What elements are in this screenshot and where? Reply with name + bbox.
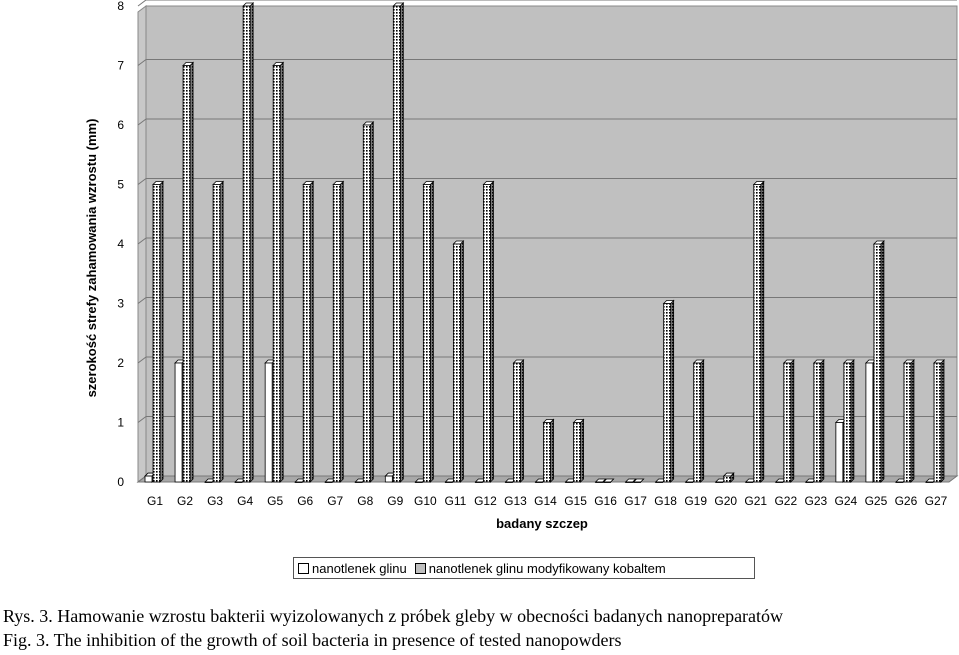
x-tick-label: G1 xyxy=(147,494,164,508)
bar-side xyxy=(250,3,253,482)
bar-G21-series-2 xyxy=(754,182,764,483)
bar-front xyxy=(393,6,400,482)
bar-front xyxy=(415,482,422,483)
x-tick-label: G13 xyxy=(504,494,527,508)
bar-front xyxy=(686,482,693,483)
bar-front xyxy=(934,363,941,482)
x-axis-ticks xyxy=(147,494,948,508)
bar-side xyxy=(220,182,223,483)
x-tick-label: G18 xyxy=(654,494,677,508)
side-wall xyxy=(138,6,146,482)
bar-side xyxy=(280,63,283,483)
x-tick-label: G14 xyxy=(534,494,557,508)
bar-front xyxy=(724,476,731,482)
bar-front xyxy=(664,304,671,483)
bar-G23-series-2 xyxy=(814,360,824,482)
bar-front xyxy=(874,244,881,482)
bar-side xyxy=(821,360,824,482)
bar-front xyxy=(626,482,633,483)
bar-G15-series-2 xyxy=(574,420,584,483)
y-tick-label: 1 xyxy=(117,415,124,430)
bar-G5-series-2 xyxy=(273,63,283,483)
y-tick-label: 5 xyxy=(117,177,124,192)
bar-front xyxy=(243,6,250,482)
x-tick-label: G19 xyxy=(684,494,708,508)
bar-side xyxy=(551,420,554,483)
bar-front xyxy=(385,476,392,482)
y-tick-label: 4 xyxy=(117,237,124,251)
bar-front xyxy=(844,363,851,482)
x-tick-label: G20 xyxy=(714,494,738,508)
bar-side xyxy=(520,360,523,482)
bar-G9-series-2 xyxy=(393,3,403,482)
bar-front xyxy=(694,363,701,482)
y-axis-title: szerokość strefy zahamowania wzrostu (mm) xyxy=(84,118,99,398)
figure-caption-english: Fig. 3. The inhibition of the growth of soil bacteria in presence of tested nanopowders xyxy=(3,630,622,650)
legend-item-series-1 xyxy=(298,561,407,576)
bar-front xyxy=(265,363,272,482)
legend-swatch-dotted xyxy=(415,563,426,574)
x-tick-label: G3 xyxy=(207,494,224,508)
bar-front xyxy=(325,482,332,483)
bar-side xyxy=(160,182,163,483)
y-tick-label: 6 xyxy=(117,118,124,132)
bar-front xyxy=(776,482,783,483)
bar-side xyxy=(911,360,914,482)
bar-front xyxy=(483,185,490,483)
x-tick-label: G17 xyxy=(624,494,647,508)
bar-front xyxy=(806,482,813,483)
bar-front xyxy=(716,482,723,483)
x-tick-label: G4 xyxy=(237,494,254,508)
bar-front xyxy=(333,185,340,483)
x-tick-label: G2 xyxy=(177,494,194,508)
figure-caption-polish: Rys. 3. Hamowanie wzrostu bakterii wyizolowanych z próbek gleby w obecności badanych nanopreparatów xyxy=(3,606,784,626)
gridline-side xyxy=(138,0,146,6)
bar-side xyxy=(190,63,193,483)
bar-G1-series-2 xyxy=(153,182,163,483)
bar-front xyxy=(836,423,843,483)
legend-label-series-1: nanotlenek glinu xyxy=(312,560,407,576)
x-tick-label: G5 xyxy=(267,494,284,508)
bar-G6-series-2 xyxy=(303,182,313,483)
x-tick-label: G10 xyxy=(414,494,437,508)
y-tick-label: 8 xyxy=(117,0,124,13)
legend-swatch-plain xyxy=(298,563,309,574)
bar-G25-series-2 xyxy=(874,241,884,482)
bar-side xyxy=(430,182,433,483)
bar-front xyxy=(574,423,581,483)
bar-front xyxy=(566,482,573,483)
x-tick-label: G24 xyxy=(834,494,858,508)
bar-front xyxy=(513,363,520,482)
bar-side xyxy=(851,360,854,482)
plot-area xyxy=(138,6,957,482)
bar-G13-series-2 xyxy=(513,360,523,482)
bar-side xyxy=(400,3,403,482)
bar-side xyxy=(701,360,704,482)
y-tick-label: 0 xyxy=(117,475,124,489)
bar-side xyxy=(761,182,764,483)
bar-front xyxy=(604,482,611,483)
bar-G8-series-2 xyxy=(363,122,373,482)
bar-G26-series-2 xyxy=(904,360,914,482)
x-tick-label: G12 xyxy=(474,494,497,508)
bar-front xyxy=(153,185,160,483)
x-tick-label: G6 xyxy=(297,494,314,508)
bar-side xyxy=(671,301,674,483)
x-tick-label: G7 xyxy=(327,494,344,508)
legend-item-series-2 xyxy=(415,561,666,576)
y-tick-label: 7 xyxy=(117,58,124,73)
bar-front xyxy=(145,476,152,482)
bar-G19-series-2 xyxy=(694,360,704,482)
bar-front xyxy=(596,482,603,483)
bar-side xyxy=(881,241,884,482)
x-tick-label: G25 xyxy=(864,494,888,508)
bar-front xyxy=(453,244,460,482)
bar-front xyxy=(363,125,370,482)
x-axis-title: badany szczep xyxy=(496,516,588,531)
bar-G2-series-2 xyxy=(183,63,193,483)
y-tick-label: 2 xyxy=(117,356,124,370)
bar-G3-series-2 xyxy=(213,182,223,483)
x-tick-label: G11 xyxy=(444,494,467,508)
bar-front xyxy=(544,423,551,483)
y-tick-label: 3 xyxy=(117,296,124,311)
bar-front xyxy=(926,482,933,483)
bar-side xyxy=(310,182,313,483)
bar-G10-series-2 xyxy=(423,182,433,483)
x-tick-label: G23 xyxy=(804,494,828,508)
bar-G22-series-2 xyxy=(784,360,794,482)
bar-front xyxy=(656,482,663,483)
bar-side xyxy=(340,182,343,483)
bar-G11-series-2 xyxy=(453,241,463,482)
x-tick-label: G22 xyxy=(774,494,798,508)
bar-side xyxy=(581,420,584,483)
bar-side xyxy=(941,360,944,482)
bar-front xyxy=(814,363,821,482)
bar-front xyxy=(536,482,543,483)
x-tick-label: G26 xyxy=(894,494,918,508)
x-tick-label: G16 xyxy=(594,494,617,508)
bar-G20-series-2 xyxy=(724,473,734,482)
bar-front xyxy=(303,185,310,483)
bar-front xyxy=(273,66,280,483)
bar-front xyxy=(213,185,220,483)
bar-front xyxy=(295,482,302,483)
y-axis-ticks xyxy=(117,0,124,489)
bar-front xyxy=(475,482,482,483)
legend xyxy=(293,557,755,579)
bar-front xyxy=(784,363,791,482)
bar-front xyxy=(904,363,911,482)
bar-side xyxy=(791,360,794,482)
bar-front xyxy=(423,185,430,483)
x-tick-label: G8 xyxy=(357,494,374,508)
bar-front xyxy=(505,482,512,483)
bar-G18-series-2 xyxy=(664,301,674,483)
bar-side xyxy=(370,122,373,482)
x-tick-label: G15 xyxy=(564,494,587,508)
bar-front xyxy=(183,66,190,483)
bar-front xyxy=(235,482,242,483)
bar-G14-series-2 xyxy=(544,420,554,483)
bar-G24-series-2 xyxy=(844,360,854,482)
bar-G27-series-2 xyxy=(934,360,944,482)
bar-front xyxy=(445,482,452,483)
bar-front xyxy=(746,482,753,483)
bar-G12-series-2 xyxy=(483,182,493,483)
bar-side xyxy=(460,241,463,482)
x-tick-label: G9 xyxy=(387,494,404,508)
bar-front xyxy=(754,185,761,483)
bar-front xyxy=(355,482,362,483)
bar-G4-series-2 xyxy=(243,3,253,482)
bar-front xyxy=(896,482,903,483)
x-tick-label: G21 xyxy=(744,494,768,508)
x-tick-label: G27 xyxy=(924,494,948,508)
bar-G7-series-2 xyxy=(333,182,343,483)
bar-front xyxy=(175,363,182,482)
bar-front xyxy=(866,363,873,482)
bar-front xyxy=(205,482,212,483)
bar-front xyxy=(634,482,641,483)
bar-side xyxy=(490,182,493,483)
legend-label-series-2: nanotlenek glinu modyfikowany kobaltem xyxy=(428,560,666,576)
